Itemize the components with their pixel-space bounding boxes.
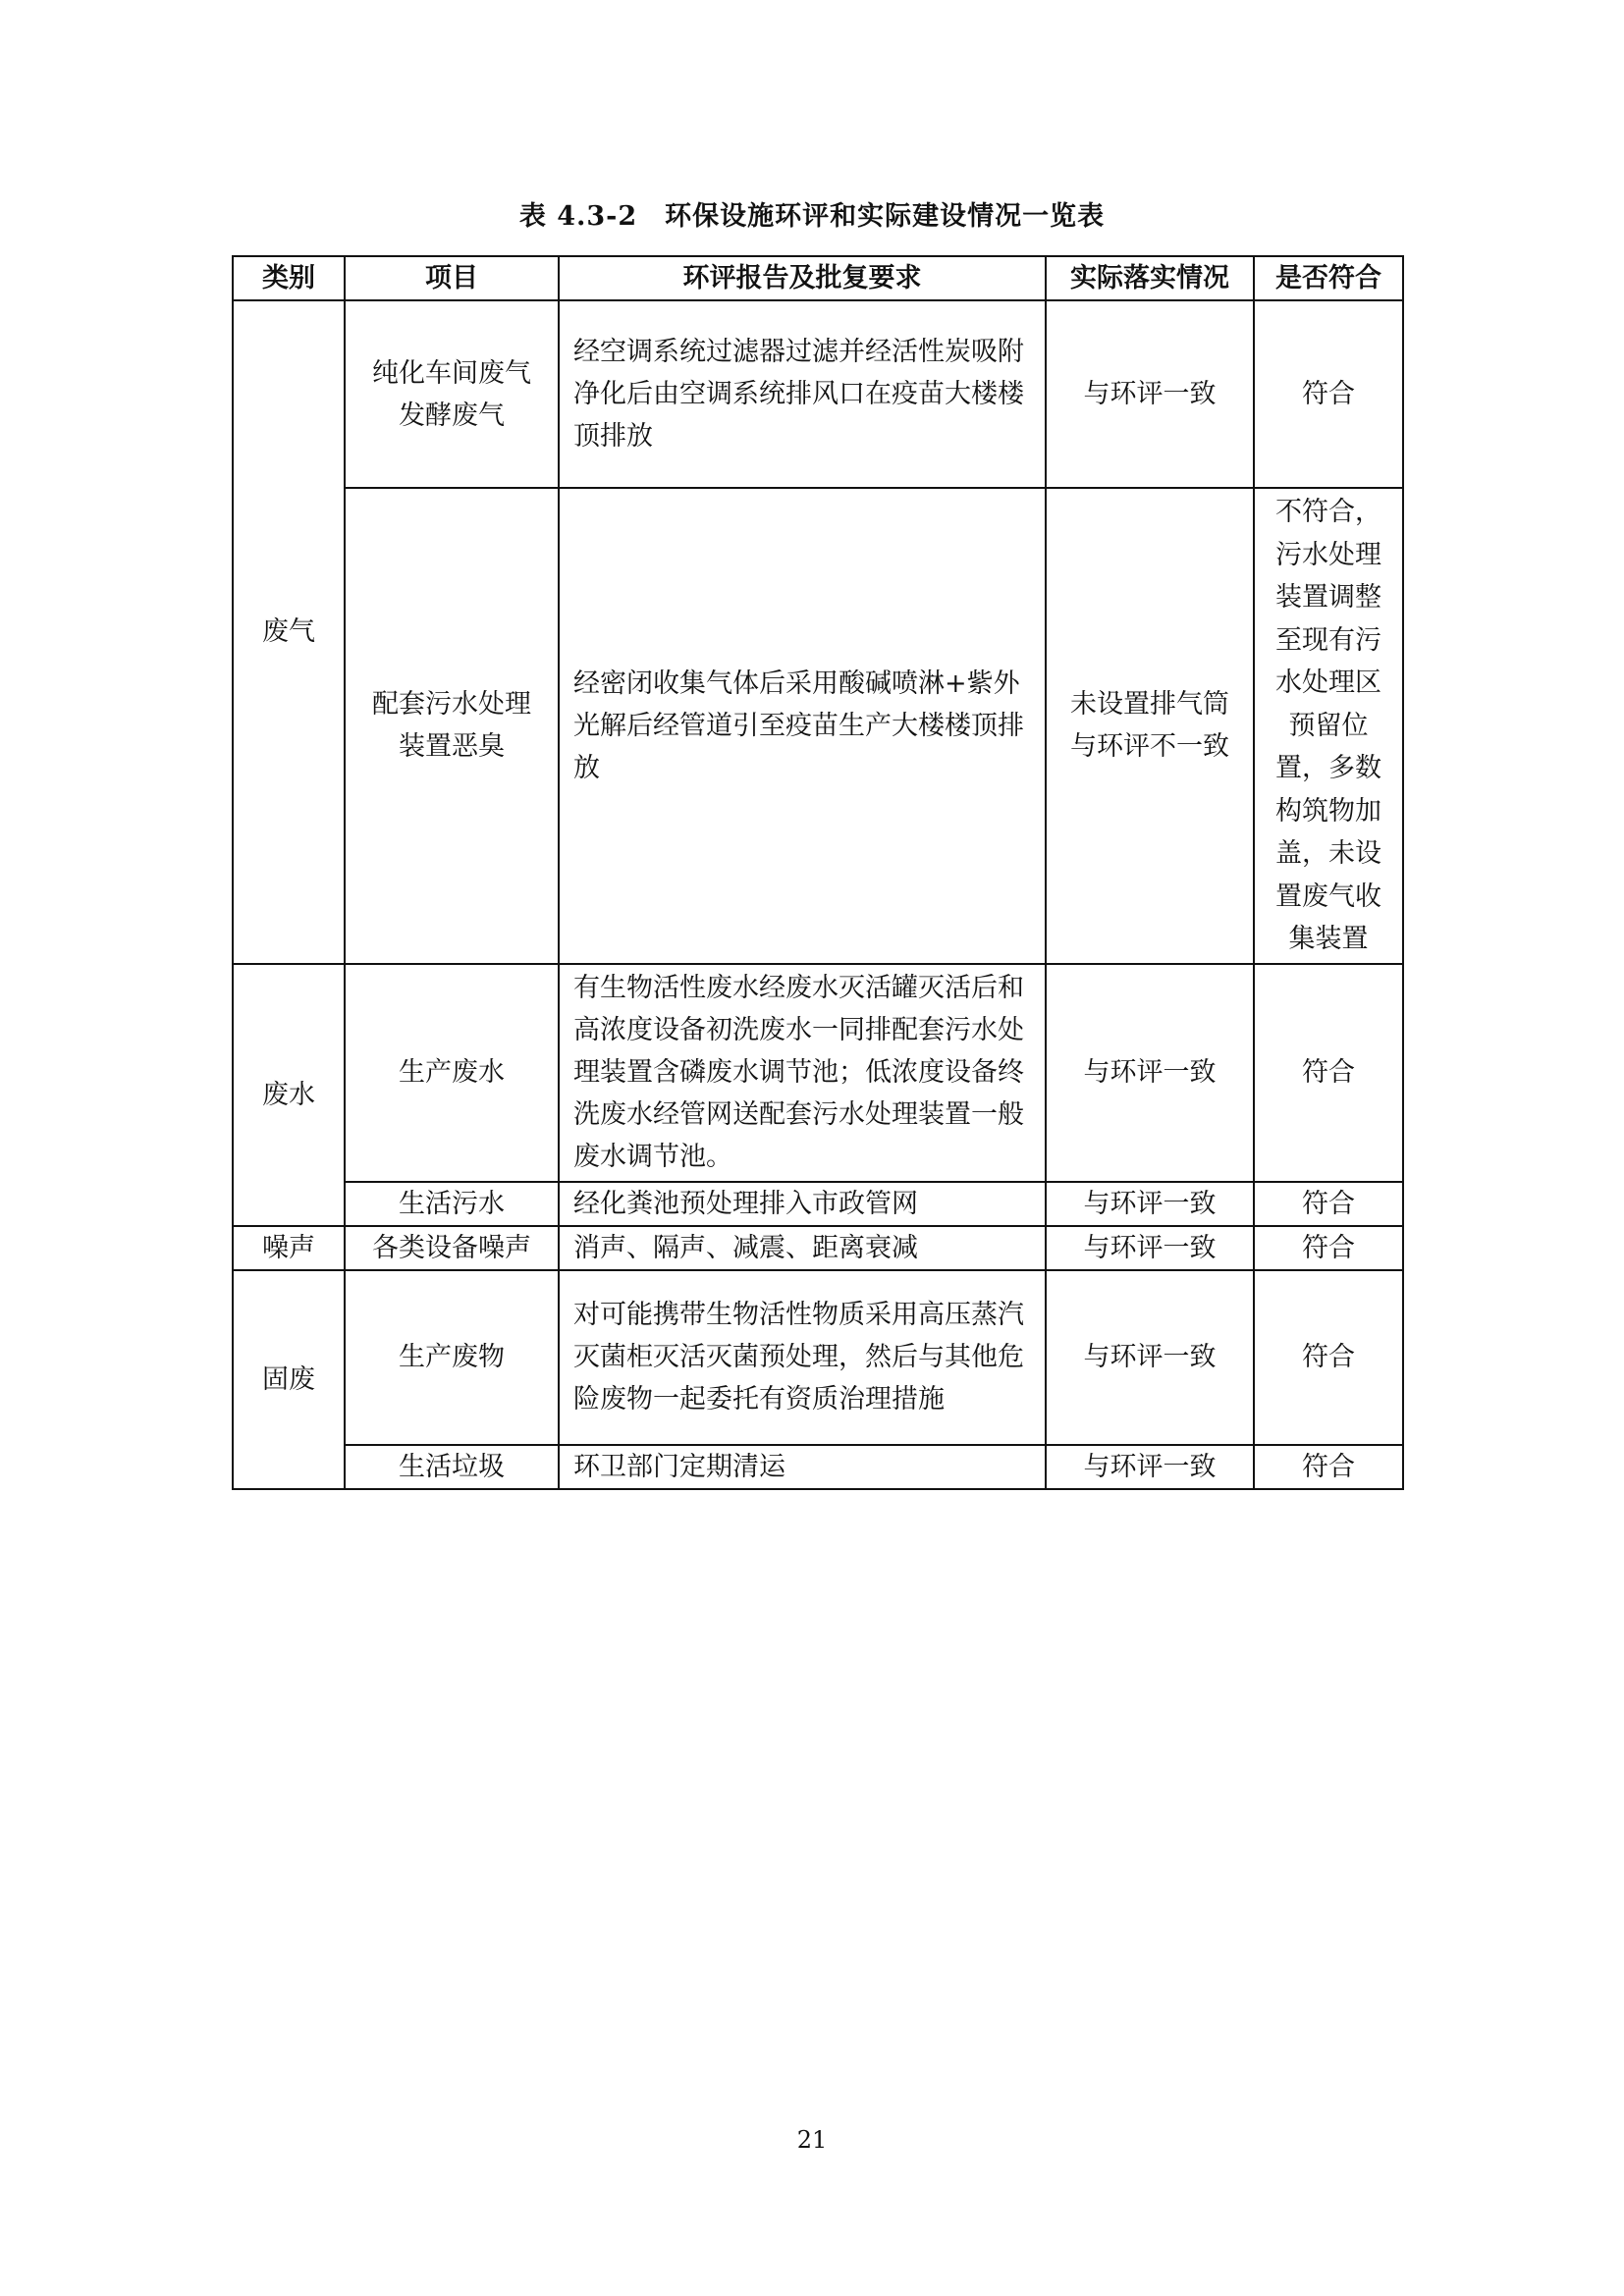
- result-cell: 符合: [1254, 1226, 1403, 1270]
- requirement-cell: 对可能携带生物活性物质采用高压蒸汽灭菌柜灭活灭菌预处理，然后与其他危险废物一起委托有资质治理措施: [559, 1270, 1046, 1445]
- result-line: 盖，未设: [1275, 838, 1381, 869]
- category-cell: 废水: [233, 964, 345, 1226]
- status-line: 未设置排气筒: [1070, 689, 1229, 721]
- table-row: [233, 1226, 1403, 1270]
- item-cell: 生产废水: [345, 964, 559, 1182]
- status-cell: 与环评一致: [1046, 1270, 1254, 1445]
- category-cell: 废气: [233, 300, 345, 964]
- result-line: 污水处理: [1275, 539, 1381, 570]
- header-item: 项目: [345, 256, 559, 300]
- requirement-cell: 经空调系统过滤器过滤并经活性炭吸附净化后由空调系统排风口在疫苗大楼楼顶排放: [559, 300, 1046, 488]
- result-line: 构筑物加: [1275, 795, 1381, 827]
- item-line: 配套污水处理: [372, 689, 531, 721]
- requirement-cell: 经化粪池预处理排入市政管网: [559, 1182, 1046, 1226]
- result-line: 预留位: [1288, 710, 1369, 741]
- requirement-cell: 经密闭收集气体后采用酸碱喷淋+紫外光解后经管道引至疫苗生产大楼楼顶排放: [559, 488, 1046, 964]
- requirement-cell: 有生物活性废水经废水灭活罐灭活后和高浓度设备初洗废水一同排配套污水处理装置含磷废水调节池；低浓度设备终洗废水经管网送配套污水处理装置一般废水调节池。: [559, 964, 1046, 1182]
- requirement-cell: 消声、隔声、减震、距离衰减: [559, 1226, 1046, 1270]
- environmental-facilities-table: [232, 255, 1404, 1490]
- table-header-row: [233, 256, 1403, 300]
- header-requirement: 环评报告及批复要求: [559, 256, 1046, 300]
- item-cell: [345, 488, 559, 964]
- table-row: [233, 488, 1403, 964]
- result-cell: 符合: [1254, 964, 1403, 1182]
- result-cell: 符合: [1254, 1445, 1403, 1489]
- category-cell: 固废: [233, 1270, 345, 1489]
- item-line: 装置恶臭: [399, 731, 505, 763]
- item-cell: 各类设备噪声: [345, 1226, 559, 1270]
- status-cell: [1046, 488, 1254, 964]
- result-line: 装置调整: [1275, 582, 1381, 613]
- table-row: [233, 1445, 1403, 1489]
- table-row: [233, 1182, 1403, 1226]
- header-status: 实际落实情况: [1046, 256, 1254, 300]
- result-line: 置废气收: [1275, 881, 1381, 912]
- item-line: 纯化车间废气: [372, 357, 531, 389]
- result-cell: 符合: [1254, 1270, 1403, 1445]
- status-cell: 与环评一致: [1046, 964, 1254, 1182]
- result-line: 置，多数: [1275, 753, 1381, 783]
- page-number: 21: [796, 2126, 828, 2154]
- item-cell: 生活污水: [345, 1182, 559, 1226]
- result-line: 至现有污: [1275, 624, 1381, 656]
- status-cell: 与环评一致: [1046, 1226, 1254, 1270]
- result-cell: 符合: [1254, 1182, 1403, 1226]
- status-cell: 与环评一致: [1046, 1182, 1254, 1226]
- category-cell: 噪声: [233, 1226, 345, 1270]
- status-cell: 与环评一致: [1046, 300, 1254, 488]
- result-line: 集装置: [1288, 924, 1369, 954]
- result-cell: 符合: [1254, 300, 1403, 488]
- requirement-cell: 环卫部门定期清运: [559, 1445, 1046, 1489]
- table-row: [233, 964, 1403, 1182]
- table-row: [233, 1270, 1403, 1445]
- item-line: 发酵废气: [399, 400, 505, 431]
- result-line: 不符合，: [1275, 497, 1381, 527]
- table-row: [233, 300, 1403, 488]
- result-cell: [1254, 488, 1403, 964]
- table-caption: 表 4.3-2 环保设施环评和实际建设情况一览表: [518, 201, 1106, 232]
- item-cell: 生活垃圾: [345, 1445, 559, 1489]
- status-line: 与环评不一致: [1070, 731, 1229, 763]
- item-cell: 生产废物: [345, 1270, 559, 1445]
- header-result: 是否符合: [1254, 256, 1403, 300]
- header-category: 类别: [233, 256, 345, 300]
- item-cell: [345, 300, 559, 488]
- status-cell: 与环评一致: [1046, 1445, 1254, 1489]
- result-line: 水处理区: [1275, 667, 1381, 698]
